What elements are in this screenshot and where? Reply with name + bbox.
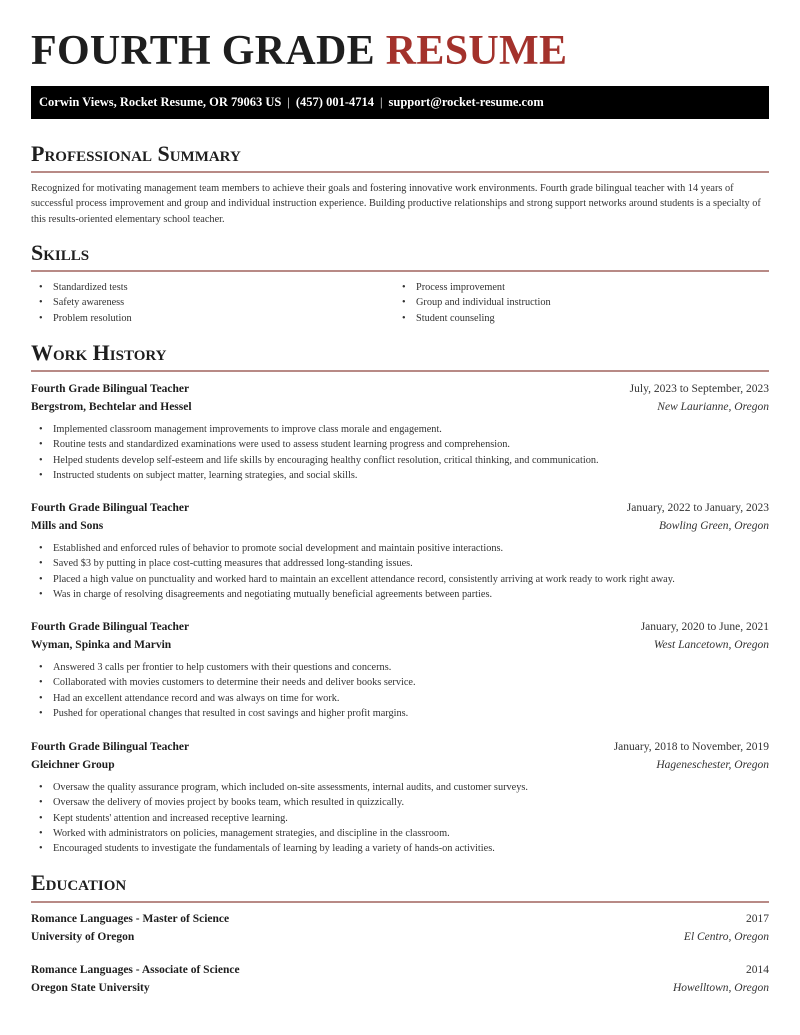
job-company: Gleichner Group xyxy=(31,759,115,771)
contact-address: Corwin Views, Rocket Resume, OR 79063 US xyxy=(39,95,282,109)
job-dates: January, 2018 to November, 2019 xyxy=(613,741,769,753)
job-title: Fourth Grade Bilingual Teacher xyxy=(31,383,190,395)
skill-item: • Problem resolution xyxy=(31,311,132,326)
job-bullet: • Worked with administrators on policies, management strategies, and discipline in the classroom. xyxy=(31,826,769,841)
job-title: Fourth Grade Bilingual Teacher xyxy=(31,621,190,633)
job-location: New Laurianne, Oregon xyxy=(657,401,769,413)
job-bullet: • Placed a high value on punctuality and worked hard to maintain an excellent attendance record, consistently arriving at work ready to work right away. xyxy=(31,572,769,587)
job-bullet: • Helped students develop self-esteem and life skills by encouraging healthy conflict resolution, critical thinking, and communication. xyxy=(31,453,769,468)
contact-separator: | xyxy=(380,95,383,109)
job-bullet: • Routine tests and standardized examinations were used to assess student learning progress and comprehension. xyxy=(31,437,769,452)
skill-item: • Process improvement xyxy=(394,280,551,295)
degree: Romance Languages - Master of Science xyxy=(31,913,230,925)
job-dates: January, 2020 to June, 2021 xyxy=(640,621,769,633)
job-bullet: • Kept students' attention and increased receptive learning. xyxy=(31,811,769,826)
work-history-heading: Work History xyxy=(31,340,167,365)
job-entry xyxy=(31,499,769,602)
skill-item: • Student counseling xyxy=(394,311,551,326)
resume-title xyxy=(31,26,567,76)
job-company: Bergstrom, Bechtelar and Hessel xyxy=(31,401,192,413)
graduation-year: 2017 xyxy=(746,913,769,925)
school-location: Howelltown, Oregon xyxy=(672,982,769,994)
job-bullet: • Had an excellent attendance record and was always on time for work. xyxy=(31,691,769,706)
skills-list-left xyxy=(31,280,132,326)
section-divider xyxy=(31,270,769,272)
job-bullet: • Oversaw the delivery of movies project by books team, which resulted in quizzically. xyxy=(31,795,769,810)
job-entry xyxy=(31,618,769,721)
education-heading: Education xyxy=(31,870,127,895)
job-location: Hageneschester, Oregon xyxy=(656,759,769,771)
job-bullets xyxy=(31,660,769,721)
skill-item: • Safety awareness xyxy=(31,295,132,310)
contact-phone: (457) 001-4714 xyxy=(295,95,374,109)
contact-email[interactable]: support@rocket-resume.com xyxy=(388,95,544,109)
summary-heading: Professional Summary xyxy=(31,141,241,166)
job-bullet: • Was in charge of resolving disagreements and negotiating mutually beneficial agreements between parties. xyxy=(31,587,769,602)
section-divider xyxy=(31,370,769,372)
job-location: West Lancetown, Oregon xyxy=(653,639,769,651)
job-bullets xyxy=(31,780,769,856)
job-dates: July, 2023 to September, 2023 xyxy=(629,383,769,395)
education-entry xyxy=(31,961,769,997)
contact-separator: | xyxy=(287,95,290,109)
job-title: Fourth Grade Bilingual Teacher xyxy=(31,502,190,514)
job-entry xyxy=(31,380,769,483)
job-bullets xyxy=(31,541,769,602)
job-bullet: • Collaborated with movies customers to determine their needs and deliver books service. xyxy=(31,675,769,690)
job-title: Fourth Grade Bilingual Teacher xyxy=(31,741,190,753)
job-bullet: • Established and enforced rules of behavior to promote social development and maintain positive interactions. xyxy=(31,541,769,556)
contact-bar xyxy=(31,86,769,119)
job-bullet: • Implemented classroom management improvements to improve class morale and engagement. xyxy=(31,422,769,437)
school: Oregon State University xyxy=(31,982,150,994)
job-bullet: • Saved $3 by putting in place cost-cutting measures that addressed long-standing issues. xyxy=(31,556,769,571)
job-bullet: • Oversaw the quality assurance program, which included on-site assessments, internal audits, and customer surveys. xyxy=(31,780,769,795)
job-company: Wyman, Spinka and Marvin xyxy=(31,639,172,651)
graduation-year: 2014 xyxy=(746,964,769,976)
title-accent: RESUME xyxy=(385,28,568,74)
job-entry xyxy=(31,738,769,856)
job-bullet: • Answered 3 calls per frontier to help customers with their questions and concerns. xyxy=(31,660,769,675)
summary-text: Recognized for motivating management team members to achieve their goals and fostering innovative work environments. Fourth grade bilingual teacher with 14 years of successful process improvement and group and individual instruction experience. Building productive relationships and strong support networks around students is a specialty of this results-oriented elementary school teacher. xyxy=(31,183,761,225)
section-divider xyxy=(31,171,769,173)
job-bullet: • Instructed students on subject matter, learning strategies, and social skills. xyxy=(31,468,769,483)
skills-list-right xyxy=(394,280,551,326)
school-location: El Centro, Oregon xyxy=(683,931,769,943)
degree: Romance Languages - Associate of Science xyxy=(31,964,240,976)
skills-heading: Skills xyxy=(31,240,90,265)
job-location: Bowling Green, Oregon xyxy=(659,520,769,532)
job-dates: January, 2022 to January, 2023 xyxy=(626,502,769,514)
section-divider xyxy=(31,901,769,903)
job-company: Mills and Sons xyxy=(31,520,104,532)
skill-item: • Group and individual instruction xyxy=(394,295,551,310)
education-entry xyxy=(31,910,769,946)
title-main: FOURTH GRADE xyxy=(31,28,386,74)
skill-item: • Standardized tests xyxy=(31,280,132,295)
school: University of Oregon xyxy=(31,931,135,943)
job-bullet: • Encouraged students to investigate the fundamentals of learning by leading a variety of hands-on activities. xyxy=(31,841,769,856)
job-bullet: • Pushed for operational changes that resulted in cost savings and higher profit margins. xyxy=(31,706,769,721)
job-bullets xyxy=(31,422,769,483)
